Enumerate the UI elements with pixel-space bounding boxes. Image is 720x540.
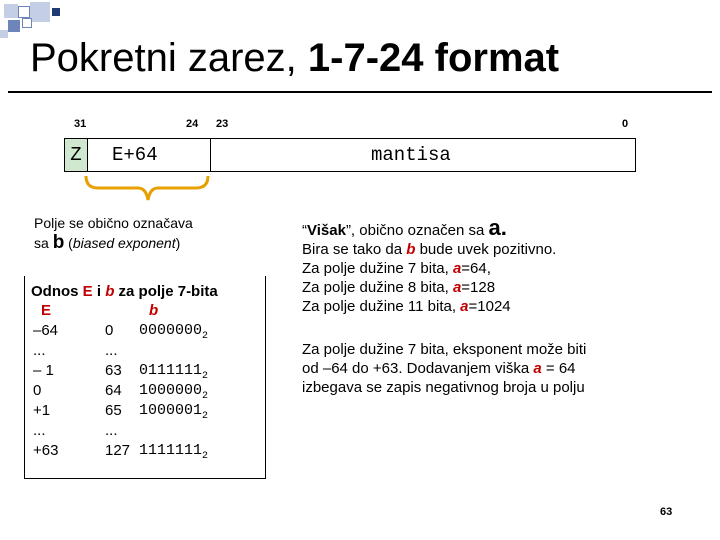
decor-square bbox=[0, 30, 8, 38]
p2-l2: od –64 do +63. Dodavanjem viška bbox=[302, 360, 534, 377]
p2-line-2 bbox=[302, 359, 586, 378]
p2-line-1: Za polje dužine 7 bita, eksponent može biti bbox=[302, 341, 587, 358]
p2-line-3: izbegava se zapis negativnog broja u polju bbox=[302, 379, 585, 396]
decor-square bbox=[8, 20, 20, 32]
table-row-bin bbox=[139, 322, 208, 342]
bit-number-23: 23 bbox=[216, 118, 229, 130]
note-b-letter: b bbox=[52, 232, 65, 253]
table-row-bin-base: 2 bbox=[202, 371, 209, 382]
table-row-bin-digits: 1000000 bbox=[139, 382, 203, 399]
header-b: b bbox=[105, 283, 115, 300]
table-row-e: – 1 bbox=[33, 362, 54, 379]
note-line bbox=[302, 297, 586, 316]
table-row-bin bbox=[139, 402, 208, 422]
page-number: 63 bbox=[660, 506, 673, 518]
note-paren-close: ) bbox=[175, 235, 181, 251]
table-row-dec: 63 bbox=[105, 362, 122, 379]
table-row-dec: 127 bbox=[105, 442, 131, 459]
note-line-2 bbox=[34, 233, 193, 253]
header-E: E bbox=[82, 283, 93, 300]
decor-square bbox=[52, 8, 60, 16]
l2-b: b bbox=[406, 241, 416, 258]
table-row-e: –64 bbox=[33, 322, 59, 339]
exponent-label: E+64 bbox=[112, 144, 158, 166]
note-line-1: Polje se obično označava bbox=[34, 215, 193, 231]
table-row-bin-digits: 0111111 bbox=[139, 362, 203, 379]
spacer bbox=[302, 316, 586, 340]
table-row-dec: ... bbox=[105, 342, 118, 359]
column-header-b: b bbox=[149, 302, 159, 319]
table-row-e: +63 bbox=[33, 442, 59, 459]
header-post: za polje 7-bita bbox=[114, 283, 218, 300]
table-row-bin-base: 2 bbox=[202, 411, 209, 422]
table-row-bin bbox=[139, 442, 208, 462]
decor-square bbox=[22, 18, 32, 28]
table-row-bin bbox=[139, 382, 208, 402]
table-row-bin-digits: 1000001 bbox=[139, 402, 203, 419]
bit-number-24: 24 bbox=[186, 118, 199, 130]
float-register bbox=[64, 138, 636, 172]
mapping-table bbox=[24, 276, 266, 479]
decor-square bbox=[18, 6, 30, 18]
note-italic: biased exponent bbox=[72, 235, 176, 251]
table-row-dec: ... bbox=[105, 422, 118, 439]
bit-number-31: 31 bbox=[74, 118, 87, 130]
note-line bbox=[302, 240, 586, 259]
table-row-e: 0 bbox=[33, 382, 42, 399]
l4-a: a bbox=[452, 279, 462, 296]
visak-line bbox=[302, 215, 586, 240]
table-header bbox=[31, 283, 218, 300]
l2-pre: Bira se tako da bbox=[302, 241, 407, 258]
table-row-e: ... bbox=[33, 342, 46, 359]
table-row-bin-base: 2 bbox=[202, 451, 209, 462]
l2-post: bude uvek pozitivno. bbox=[415, 241, 557, 258]
exponent-brace bbox=[82, 174, 212, 204]
mantissa-field bbox=[211, 139, 635, 171]
l3-post: =64, bbox=[461, 260, 491, 277]
decor-square bbox=[30, 2, 50, 22]
biased-exponent-note bbox=[34, 213, 193, 253]
table-row-e: +1 bbox=[33, 402, 51, 419]
decor-square bbox=[4, 4, 18, 18]
p2-a: a bbox=[533, 360, 542, 377]
page-title bbox=[30, 38, 559, 78]
header-mid: i bbox=[92, 283, 106, 300]
table-row-dec: 64 bbox=[105, 382, 122, 399]
table-row-bin-base: 2 bbox=[202, 331, 209, 342]
table-row-bin-base: 2 bbox=[202, 391, 209, 402]
visak-open: “ bbox=[302, 222, 307, 239]
l3-pre: Za polje dužine 7 bita, bbox=[302, 260, 453, 277]
header-pre: Odnos bbox=[31, 283, 83, 300]
table-row-e: ... bbox=[33, 422, 46, 439]
table-row-bin-digits: 1111111 bbox=[139, 442, 203, 459]
table-row-dec: 0 bbox=[105, 322, 114, 339]
mantissa-label: mantisa bbox=[371, 144, 451, 166]
p2-l2-post: = 64 bbox=[541, 360, 576, 377]
exponent-field bbox=[88, 139, 211, 171]
visak-letter: a. bbox=[488, 215, 507, 240]
table-row-dec: 65 bbox=[105, 402, 122, 419]
l5-pre: Za polje dužine 11 bita, bbox=[302, 298, 461, 315]
l5-post: =1024 bbox=[468, 298, 511, 315]
l4-post: =128 bbox=[461, 279, 496, 296]
title-divider bbox=[8, 91, 712, 93]
title-bold: 1-7-24 format bbox=[307, 36, 560, 80]
column-header-e: E bbox=[41, 302, 52, 319]
title-plain: Pokretni zarez, bbox=[30, 36, 308, 80]
visak-word: Višak bbox=[307, 222, 346, 239]
table-row-bin bbox=[139, 362, 208, 382]
offset-notes bbox=[302, 215, 587, 397]
l5-a: a bbox=[460, 298, 469, 315]
sign-field bbox=[65, 139, 88, 171]
l4-pre: Za polje dužine 8 bita, bbox=[302, 279, 453, 296]
note-line bbox=[302, 278, 586, 297]
bit-number-0: 0 bbox=[622, 118, 629, 130]
l3-a: a bbox=[452, 260, 462, 277]
table-row-bin-digits: 0000000 bbox=[139, 322, 203, 339]
note-prefix: sa bbox=[34, 235, 53, 251]
note-paren-open: ( bbox=[64, 235, 73, 251]
sign-label: Z bbox=[70, 144, 82, 166]
visak-rest: ”, obično označen sa bbox=[345, 222, 489, 239]
note-line bbox=[302, 259, 586, 278]
